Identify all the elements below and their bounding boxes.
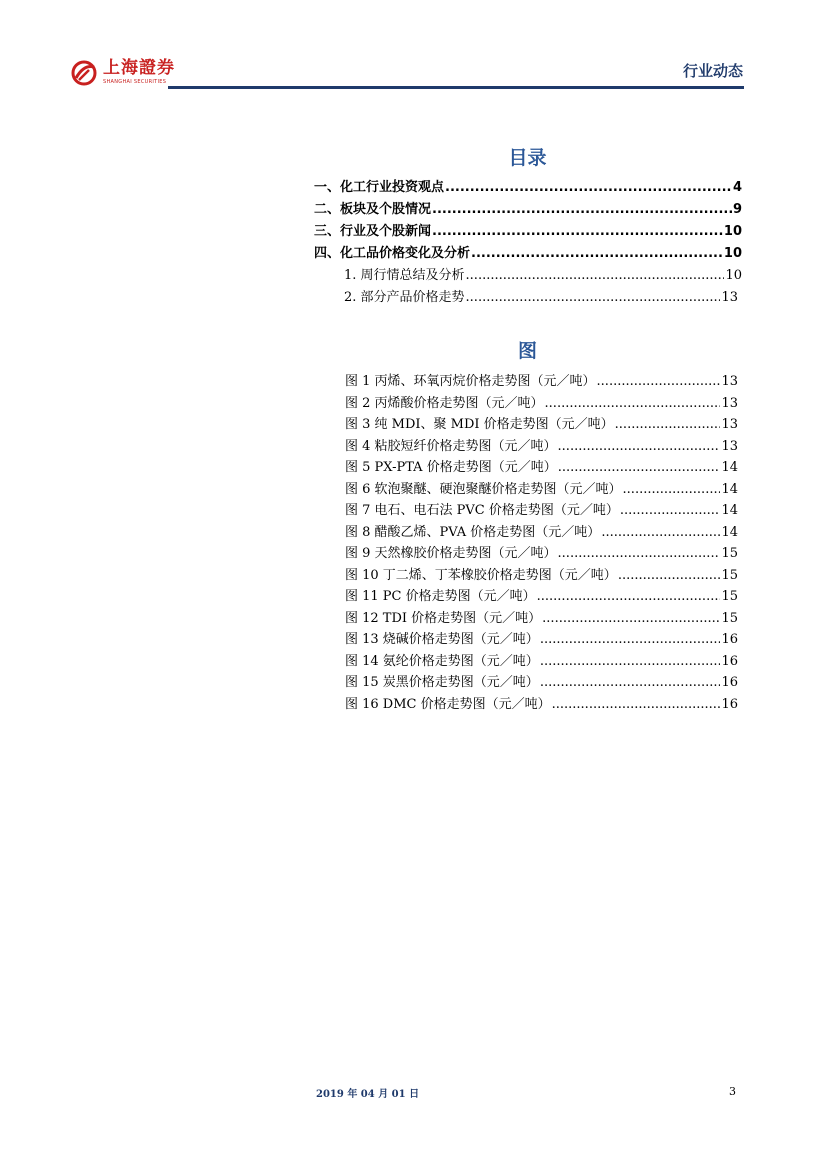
figure-item-label: 图 13 烧碱价格走势图（元／吨） <box>345 632 539 647</box>
figure-item-page: 14 <box>721 481 738 497</box>
toc-item-page: 9 <box>732 202 742 217</box>
figure-item[interactable] <box>345 371 738 393</box>
dot-leader <box>432 221 723 243</box>
figure-list-title: 图 <box>517 340 537 362</box>
figure-item[interactable] <box>345 436 738 458</box>
figure-item[interactable] <box>345 543 738 565</box>
dot-leader <box>466 287 721 309</box>
dot-leader <box>537 586 721 608</box>
dot-leader <box>432 199 732 221</box>
figure-item-label: 图 4 粘胶短纤价格走势图（元／吨） <box>345 438 557 454</box>
figure-item-label: 图 12 TDI 价格走势图（元／吨） <box>345 610 542 626</box>
dot-leader <box>466 265 725 287</box>
report-type-tag: 行业动态 <box>682 62 743 80</box>
page-number: 3 <box>729 1085 736 1098</box>
figure-item-page: 15 <box>721 610 738 626</box>
figure-item-page: 15 <box>721 546 738 561</box>
toc-subitem-page: 10 <box>725 268 742 283</box>
toc-list <box>314 177 742 309</box>
figure-item-label: 图 1 丙烯、环氧丙烷价格走势图（元／吨） <box>345 374 596 389</box>
dot-leader <box>471 243 723 265</box>
figure-item-label: 图 10 丁二烯、丁苯橡胶价格走势图（元／吨） <box>345 567 617 583</box>
dot-leader <box>540 629 721 651</box>
toc-item-label: 一、化工行业投资观点 <box>314 180 445 195</box>
figure-item[interactable] <box>345 393 738 415</box>
logo-brand-name: 上海證券 <box>103 58 175 78</box>
toc-item-page: 10 <box>723 224 742 239</box>
toc-subitem[interactable] <box>314 287 742 309</box>
toc-subitem[interactable] <box>314 265 742 287</box>
figure-item-label: 图 8 醋酸乙烯、PVA 价格走势图（元／吨） <box>345 524 601 540</box>
toc-item-label: 四、化工品价格变化及分析 <box>314 246 471 261</box>
toc-title: 目录 <box>508 147 547 169</box>
figure-item-page: 15 <box>721 589 738 604</box>
toc-item-label: 二、板块及个股情况 <box>314 202 432 217</box>
logo-brand-name-en: SHANGHAI SECURITIES <box>103 79 167 85</box>
figure-list <box>345 371 738 715</box>
dot-leader <box>615 414 721 436</box>
toc-item-page: 4 <box>732 180 742 195</box>
toc-item-page: 10 <box>723 246 742 261</box>
dot-leader <box>445 177 732 199</box>
figure-item-page: 16 <box>721 675 738 690</box>
figure-item-label: 图 3 纯 MDI、聚 MDI 价格走势图（元／吨） <box>345 417 614 432</box>
logo-emblem-icon <box>70 58 100 88</box>
figure-item-label: 图 7 电石、电石法 PVC 价格走势图（元／吨） <box>345 503 619 518</box>
figure-item-page: 13 <box>721 395 738 411</box>
figure-item-page: 13 <box>721 438 738 454</box>
dot-leader <box>618 565 721 587</box>
toc-item[interactable] <box>314 199 742 221</box>
figure-item-label: 图 9 天然橡胶价格走势图（元／吨） <box>345 546 557 561</box>
figure-item[interactable] <box>345 608 738 630</box>
figure-item-label: 图 16 DMC 价格走势图（元／吨） <box>345 696 551 712</box>
figure-item[interactable] <box>345 414 738 436</box>
figure-item-label: 图 5 PX-PTA 价格走势图（元／吨） <box>345 460 557 475</box>
dot-leader <box>540 651 721 673</box>
figure-item-page: 16 <box>721 696 738 712</box>
figure-item-label: 图 14 氨纶价格走势图（元／吨） <box>345 653 539 669</box>
figure-item-label: 图 2 丙烯酸价格走势图（元／吨） <box>345 395 544 411</box>
logo-text <box>103 58 175 86</box>
report-date: 2019 年 04 月 01 日 <box>316 1089 420 1100</box>
figure-item-page: 14 <box>721 460 738 475</box>
toc-subitem-page: 13 <box>721 290 738 305</box>
figure-item[interactable] <box>345 500 738 522</box>
figure-item-page: 13 <box>721 417 738 432</box>
dot-leader <box>558 543 721 565</box>
figure-item-page: 15 <box>721 567 738 583</box>
figure-item[interactable] <box>345 629 738 651</box>
toc-item[interactable] <box>314 243 742 265</box>
figure-item-page: 16 <box>721 632 738 647</box>
figure-item-page: 13 <box>721 374 738 389</box>
dot-leader <box>597 371 721 393</box>
dot-leader <box>558 436 721 458</box>
figure-item-label: 图 15 炭黑价格走势图（元／吨） <box>345 675 539 690</box>
figure-item-label: 图 11 PC 价格走势图（元／吨） <box>345 589 536 604</box>
dot-leader <box>620 500 721 522</box>
toc-subitem-label: 1. 周行情总结及分析 <box>344 268 465 283</box>
figure-item-page: 14 <box>721 524 738 540</box>
figure-item[interactable] <box>345 672 738 694</box>
figure-item[interactable] <box>345 651 738 673</box>
toc-subitem-label: 2. 部分产品价格走势 <box>344 290 465 305</box>
company-logo <box>70 58 175 92</box>
figure-item[interactable] <box>345 694 738 716</box>
toc-item-label: 三、行业及个股新闻 <box>314 224 432 239</box>
toc-item[interactable] <box>314 221 742 243</box>
header-divider <box>168 86 744 89</box>
figure-item[interactable] <box>345 479 738 501</box>
dot-leader <box>601 522 720 544</box>
figure-item[interactable] <box>345 522 738 544</box>
dot-leader <box>540 672 721 694</box>
toc-item[interactable] <box>314 177 742 199</box>
dot-leader <box>623 479 721 501</box>
figure-item[interactable] <box>345 565 738 587</box>
figure-item[interactable] <box>345 586 738 608</box>
figure-item-page: 14 <box>721 503 738 518</box>
dot-leader <box>552 694 721 716</box>
figure-item-label: 图 6 软泡聚醚、硬泡聚醚价格走势图（元／吨） <box>345 481 622 497</box>
dot-leader <box>558 457 721 479</box>
figure-item[interactable] <box>345 457 738 479</box>
figure-item-page: 16 <box>721 653 738 669</box>
dot-leader <box>545 393 721 415</box>
dot-leader <box>542 608 720 630</box>
